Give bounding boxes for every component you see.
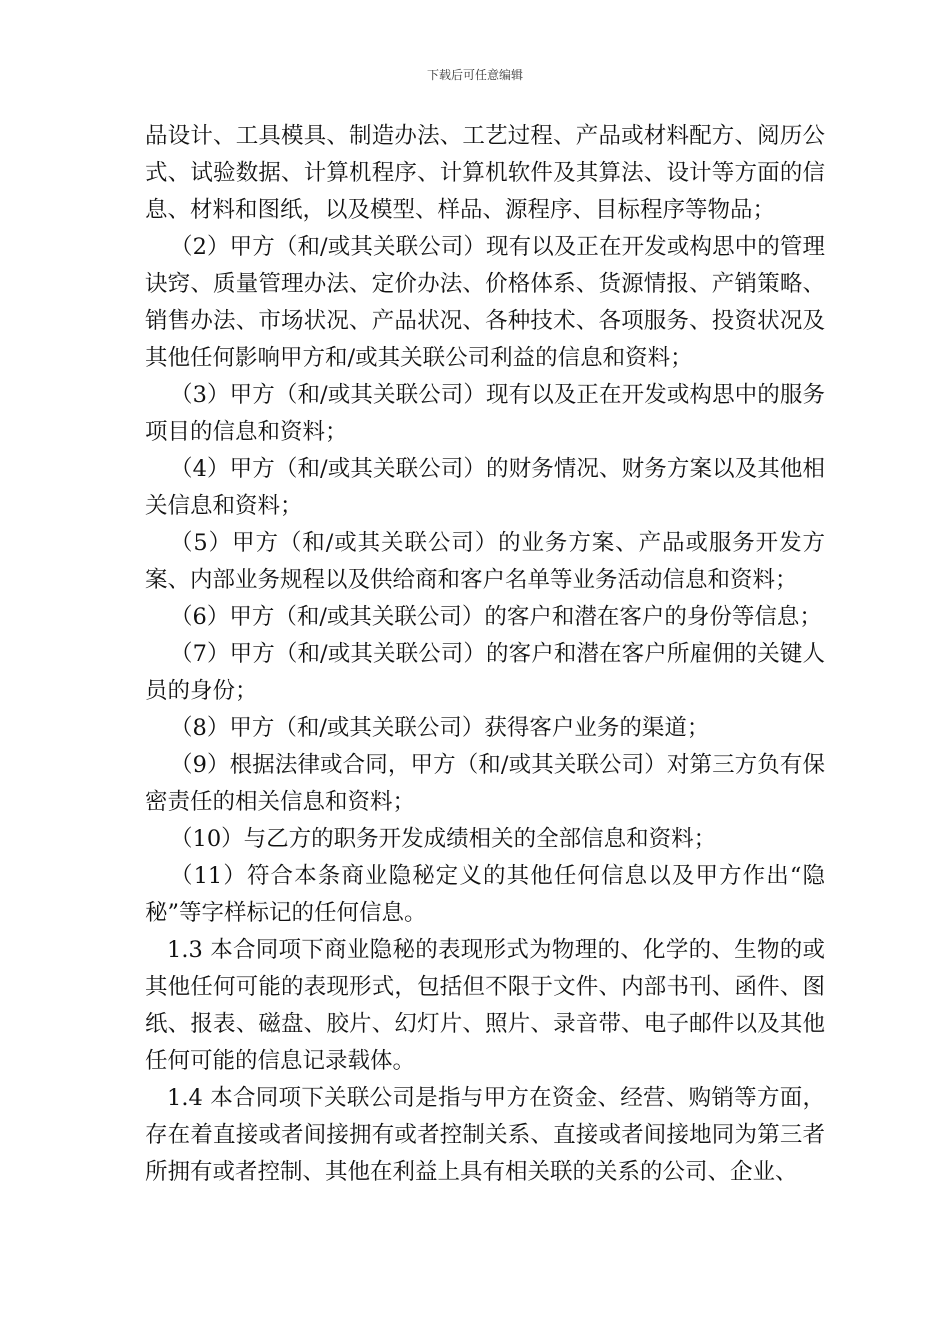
paragraph-item-8: （8）甲方（和/或其关联公司）获得客户业务的渠道； <box>170 715 710 741</box>
paragraph-section-1-4: 1.4 本合同项下关联公司是指与甲方在资金、经营、购销等方面，存在着直接或者间接拥有或者控制关系、直接或者间接地同为第三者所拥有或者控制、其他在利益上具有相关联的关系的公司、企业、 <box>145 1085 825 1185</box>
paragraph-item-11: （11）符合本条商业隐秘定义的其他任何信息以及甲方作出“隐秘”等字样标记的任何信息。 <box>145 863 825 926</box>
document-body <box>145 118 825 1191</box>
paragraph-section-1-3: 1.3 本合同项下商业隐秘的表现形式为物理的、化学的、生物的或其他任何可能的表现形式，包括但不限于文件、内部书刊、函件、图纸、报表、磁盘、胶片、幻灯片、照片、录音带、电子邮件以及其他任何可能的信息记录载体。 <box>145 937 825 1074</box>
paragraph-item-4: （4）甲方（和/或其关联公司）的财务情况、财务方案以及其他相关信息和资料； <box>145 456 825 519</box>
paragraph-continued: 品设计、工具模具、制造办法、工艺过程、产品或材料配方、阅历公式、试验数据、计算机程序、计算机软件及其算法、设计等方面的信息、材料和图纸，以及模型、样品、源程序、目标程序等物品； <box>145 123 825 223</box>
paragraph-item-3: （3）甲方（和/或其关联公司）现有以及正在开发或构思中的服务项目的信息和资料； <box>145 382 825 445</box>
paragraph-item-6: （6）甲方（和/或其关联公司）的客户和潜在客户的身份等信息； <box>170 604 822 630</box>
paragraph-item-10: （10）与乙方的职务开发成绩相关的全部信息和资料； <box>170 826 717 852</box>
paragraph-item-9: （9）根据法律或合同，甲方（和/或其关联公司）对第三方负有保密责任的相关信息和资料； <box>145 752 825 815</box>
paragraph-item-7: （7）甲方（和/或其关联公司）的客户和潜在客户所雇佣的关键人员的身份； <box>145 641 825 704</box>
paragraph-item-2: （2）甲方（和/或其关联公司）现有以及正在开发或构思中的管理诀窍、质量管理办法、定价办法、价格体系、货源情报、产销策略、销售办法、市场状况、产品状况、各种技术、各项服务、投资状况及其他任何影响甲方和/或其关联公司利益的信息和资料； <box>145 234 825 371</box>
page-header: 下载后可任意编辑 <box>426 68 523 82</box>
paragraph-item-5: （5）甲方（和/或其关联公司）的业务方案、产品或服务开发方案、内部业务规程以及供给商和客户名单等业务活动信息和资料； <box>145 530 825 593</box>
